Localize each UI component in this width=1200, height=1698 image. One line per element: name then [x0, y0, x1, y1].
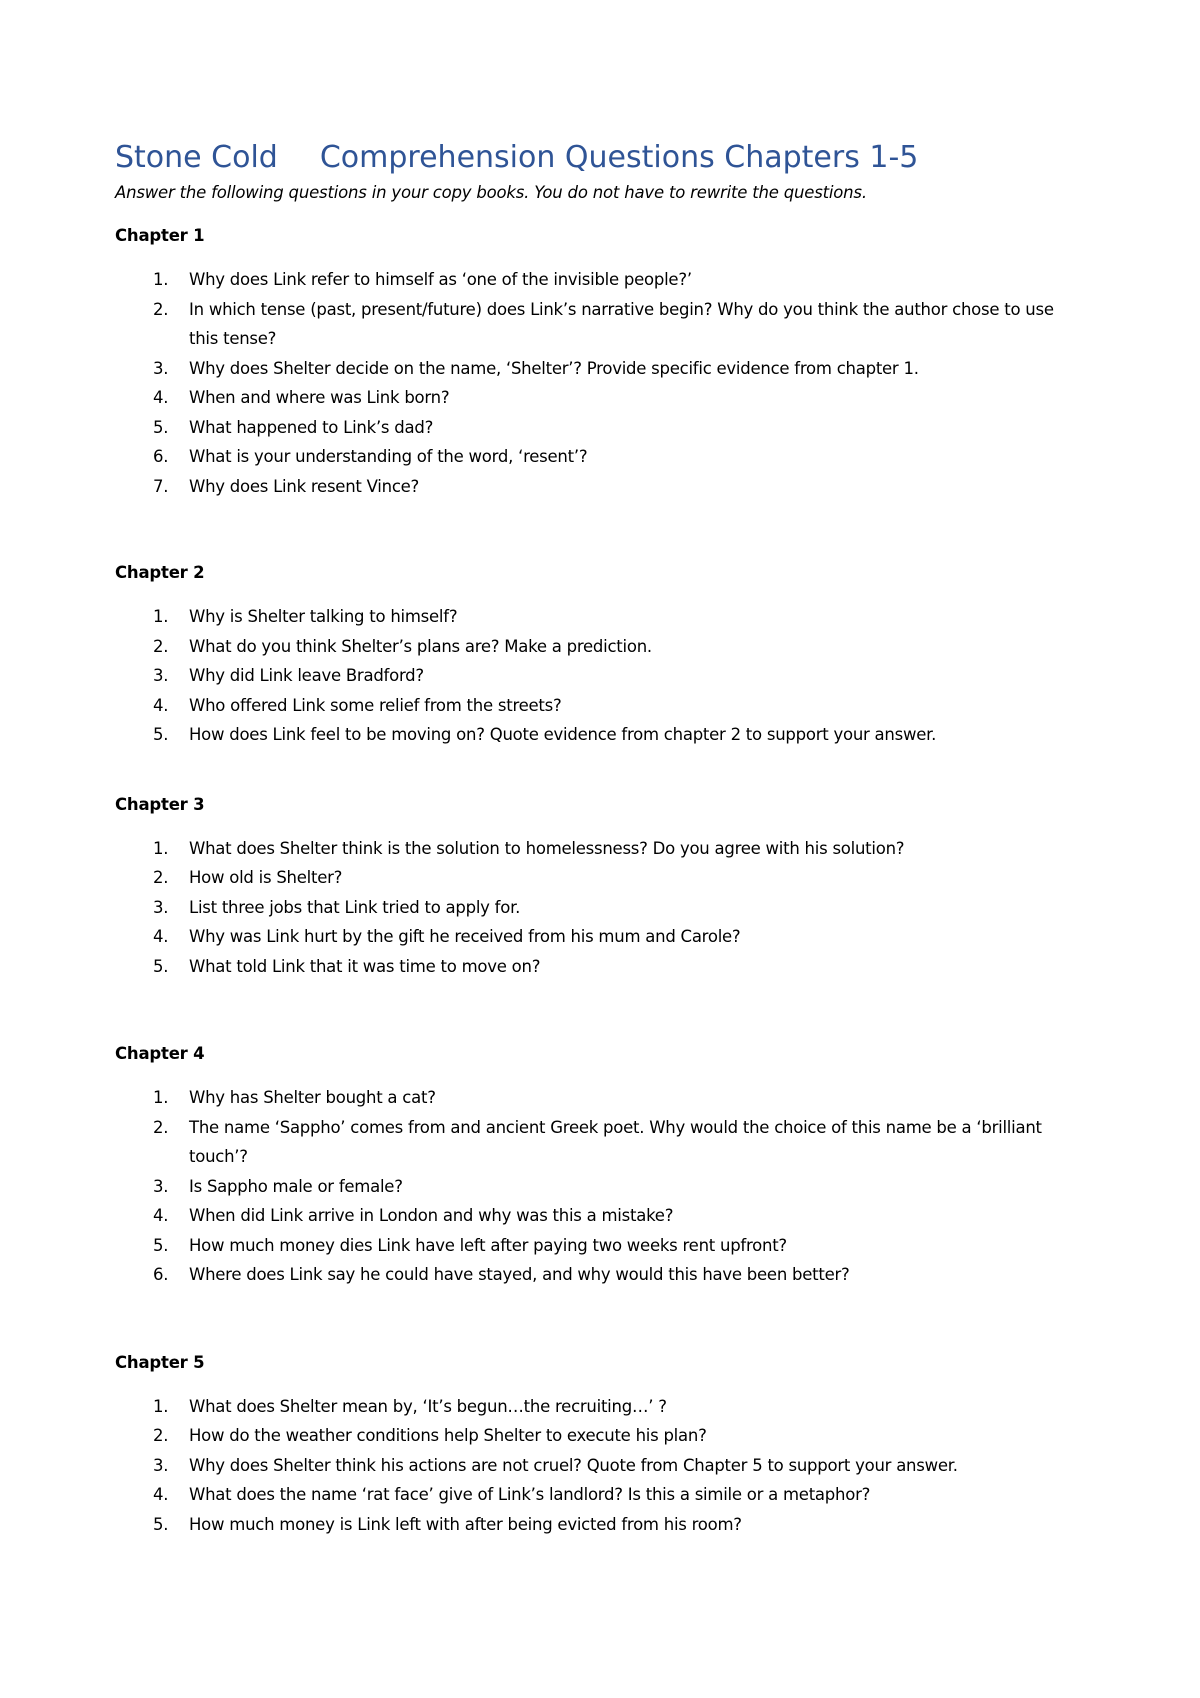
question-text: What does Shelter mean by, ‘It’s begun…the recruiting…’ ? — [189, 1396, 667, 1416]
question-number: 5. — [153, 725, 169, 744]
question-text: What told Link that it was time to move on? — [189, 956, 541, 976]
question-item — [115, 1392, 1085, 1422]
question-text: Where does Link say he could have stayed, and why would this have been better? — [189, 1265, 850, 1284]
question-item — [115, 632, 1085, 662]
question-text: Why does Shelter think his actions are not cruel? Quote from Chapter 5 to support your answer. — [189, 1455, 958, 1475]
question-text: When did Link arrive in London and why was this a mistake? — [189, 1206, 674, 1225]
question-item — [115, 383, 1085, 413]
chapter-section-2 — [115, 561, 1085, 750]
question-number: 2. — [153, 1117, 169, 1137]
question-text: Why has Shelter bought a cat? — [189, 1088, 436, 1107]
question-list — [115, 602, 1085, 750]
question-number: 2. — [153, 636, 169, 656]
question-list — [115, 1392, 1085, 1540]
question-item — [115, 1083, 1085, 1113]
chapter-heading: Chapter 1 — [115, 226, 205, 245]
question-text: What is your understanding of the word, ‘resent’? — [189, 447, 588, 466]
question-item — [115, 952, 1085, 982]
question-item — [115, 893, 1085, 923]
chapter-heading: Chapter 4 — [115, 1044, 205, 1063]
chapter-heading: Chapter 5 — [115, 1352, 205, 1372]
title-worksheet-name: Comprehension Questions Chapters 1-5 — [319, 140, 919, 175]
question-text: Is Sappho male or female? — [189, 1176, 403, 1196]
title-book-name: Stone Cold — [115, 140, 278, 175]
question-item — [115, 602, 1085, 632]
question-item — [115, 1451, 1085, 1481]
question-number: 6. — [153, 1265, 169, 1284]
question-list — [115, 265, 1085, 501]
question-text: What does the name ‘rat face’ give of Link’s landlord? Is this a simile or a metaphor? — [189, 1485, 871, 1504]
question-item — [115, 413, 1085, 443]
question-text: The name ‘Sappho’ comes from and ancient Greek poet. Why would the choice of this name be a ‘brilliant touch’? — [189, 1117, 1042, 1166]
question-number: 1. — [153, 607, 169, 626]
question-number: 1. — [153, 270, 169, 289]
chapter-heading: Chapter 2 — [115, 563, 205, 582]
question-item — [115, 442, 1085, 472]
question-number: 4. — [153, 695, 169, 715]
question-item — [115, 1231, 1085, 1261]
document-page — [115, 138, 1085, 1539]
document-title — [115, 138, 1085, 178]
question-number: 3. — [153, 897, 169, 917]
question-number: 3. — [153, 1455, 169, 1475]
instructions-text: Answer the following questions in your copy books. You do not have to rewrite the questions. — [115, 183, 867, 202]
question-number: 5. — [153, 956, 169, 976]
question-item — [115, 1421, 1085, 1451]
question-item — [115, 922, 1085, 952]
question-text: When and where was Link born? — [189, 388, 450, 407]
question-text: How do the weather conditions help Shelter to execute his plan? — [189, 1426, 707, 1445]
question-item — [115, 1510, 1085, 1540]
question-number: 3. — [153, 1176, 169, 1196]
question-text: What does Shelter think is the solution to homelessness? Do you agree with his solution? — [189, 838, 905, 858]
question-text: Why was Link hurt by the gift he received from his mum and Carole? — [189, 927, 741, 946]
question-item — [115, 691, 1085, 721]
question-number: 1. — [153, 1088, 169, 1107]
question-text: What do you think Shelter’s plans are? Make a prediction. — [189, 636, 652, 656]
question-text: How much money dies Link have left after paying two weeks rent upfront? — [189, 1235, 787, 1255]
question-text: In which tense (past, present/future) does Link’s narrative begin? Why do you think the author chose to use this tense? — [189, 299, 1054, 348]
question-item — [115, 834, 1085, 864]
question-text: Why does Link refer to himself as ‘one of the invisible people?’ — [189, 270, 692, 289]
question-number: 4. — [153, 927, 169, 946]
question-text: Why did Link leave Bradford? — [189, 666, 424, 685]
question-number: 2. — [153, 299, 169, 319]
question-text: How does Link feel to be moving on? Quote evidence from chapter 2 to support your answer. — [189, 725, 937, 744]
question-number: 3. — [153, 358, 169, 378]
question-number: 1. — [153, 838, 169, 858]
question-text: List three jobs that Link tried to apply for. — [189, 897, 521, 917]
question-text: Why does Shelter decide on the name, ‘Shelter’? Provide specific evidence from chapter 1. — [189, 358, 919, 378]
question-number: 2. — [153, 1426, 169, 1445]
question-item — [115, 661, 1085, 691]
question-number: 6. — [153, 447, 169, 466]
question-number: 4. — [153, 1206, 169, 1225]
question-text: Why does Link resent Vince? — [189, 476, 420, 496]
question-list — [115, 1083, 1085, 1290]
question-item — [115, 472, 1085, 502]
chapter-section-1 — [115, 224, 1085, 501]
question-item — [115, 265, 1085, 295]
question-number: 3. — [153, 666, 169, 685]
question-item — [115, 1201, 1085, 1231]
question-item — [115, 295, 1085, 354]
question-text: How much money is Link left with after being evicted from his room? — [189, 1514, 742, 1534]
question-item — [115, 720, 1085, 750]
question-list — [115, 834, 1085, 982]
question-number: 5. — [153, 1235, 169, 1255]
question-item — [115, 1260, 1085, 1290]
question-item — [115, 1172, 1085, 1202]
question-item — [115, 863, 1085, 893]
question-number: 1. — [153, 1396, 169, 1416]
question-number: 4. — [153, 388, 169, 407]
question-item — [115, 1113, 1085, 1172]
chapter-heading: Chapter 3 — [115, 794, 205, 814]
question-text: What happened to Link’s dad? — [189, 417, 434, 437]
chapter-section-3 — [115, 793, 1085, 982]
chapter-section-5 — [115, 1351, 1085, 1540]
question-number: 4. — [153, 1485, 169, 1504]
question-number: 2. — [153, 868, 169, 887]
question-text: Who offered Link some relief from the streets? — [189, 695, 562, 715]
question-text: Why is Shelter talking to himself? — [189, 607, 458, 626]
question-item — [115, 1480, 1085, 1510]
question-number: 5. — [153, 417, 169, 437]
chapters-container — [115, 224, 1085, 1539]
chapter-section-4 — [115, 1042, 1085, 1290]
question-number: 5. — [153, 1514, 169, 1534]
question-text: How old is Shelter? — [189, 868, 343, 887]
question-item — [115, 354, 1085, 384]
question-number: 7. — [153, 476, 169, 496]
